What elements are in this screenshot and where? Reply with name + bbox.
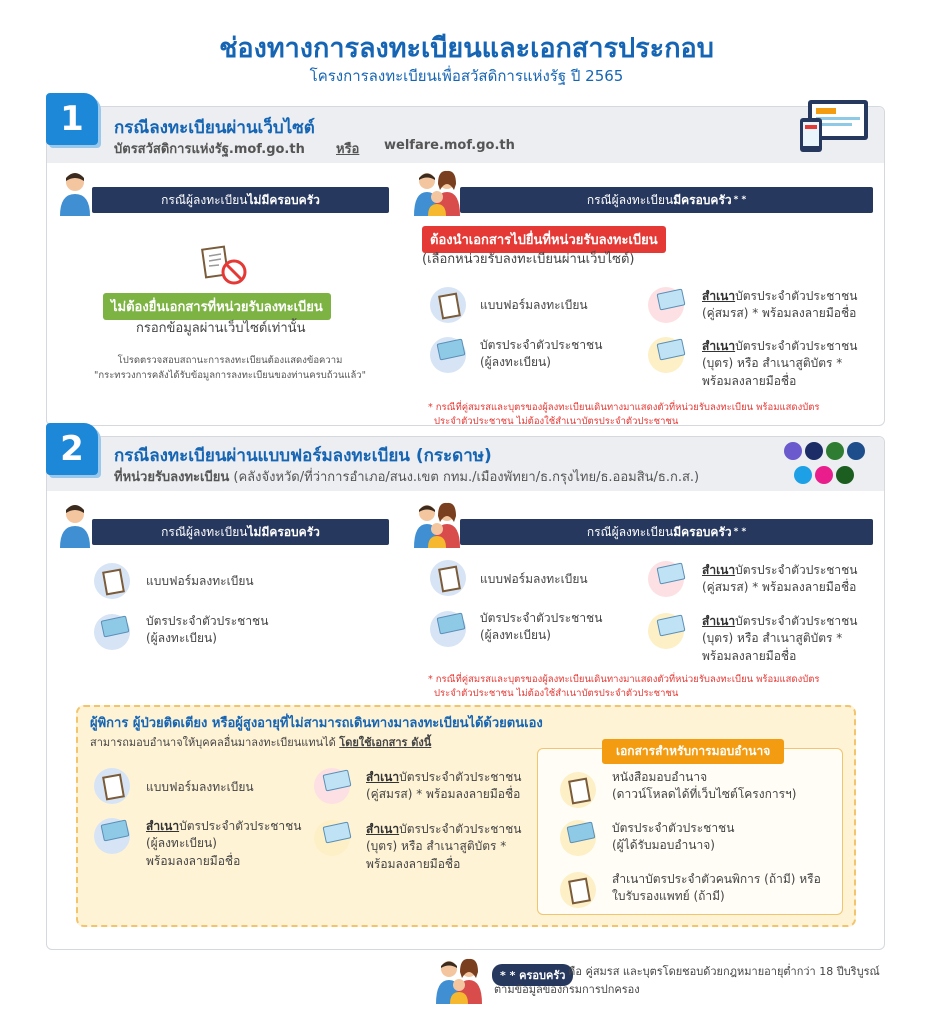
bar-mark: * * (733, 195, 747, 205)
copy-word: สำเนา (366, 822, 400, 836)
id-card-line-2: (ผู้ลงทะเบียน) (480, 628, 551, 643)
spouse-id-line-1: บัตรประจำตัวประชาชน (735, 289, 858, 303)
id-card-label (146, 613, 268, 648)
spouse-id-label (702, 288, 858, 323)
child-id-icon (314, 820, 350, 856)
form-icon (94, 563, 130, 599)
medical-certificate-icon (560, 872, 596, 908)
logo-5 (794, 466, 812, 484)
logo-7 (836, 466, 854, 484)
auth-item-1 (612, 769, 796, 804)
copy-word: สำเนา (366, 770, 400, 784)
family-icon (414, 170, 460, 216)
copy-word: สำเนา (702, 614, 736, 628)
copy-word: สำเนา (146, 819, 180, 833)
spouse-id-line-1: บัตรประจำตัวประชาชน (399, 770, 522, 784)
bar-bold: ไม่มีครอบครัว (247, 192, 320, 207)
proxy-sub-bold: โดยใช้เอกสาร ดังนี้ (339, 736, 432, 749)
website-only-text: กรอกข้อมูลผ่านเว็บไซต์เท่านั้น (136, 321, 306, 336)
page-subtitle: โครงการลงทะเบียนเพื่อสวัสดิการแห่งรัฐ ปี 2565 (309, 67, 624, 85)
bar-prefix: กรณีผู้ลงทะเบียน (586, 192, 674, 207)
family-icon-2 (414, 502, 460, 548)
proxy-id-line-1: บัตรประจำตัวประชาชน (179, 819, 302, 833)
spouse-id-line-2: (คู่สมรส) * พร้อมลงลายมือชื่อ (366, 787, 521, 802)
id-card-icon (94, 614, 130, 650)
section-1-number: 1 (46, 93, 98, 145)
form-label: แบบฟอร์มลงทะเบียน (146, 574, 254, 588)
child-id-line-3: พร้อมลงลายมือชื่อ (702, 373, 797, 388)
red-note-line-1: * กรณีที่คู่สมรสและบุตรของผู้ลงทะเบียนเดินทางมาแสดงตัวที่หน่วยรับลงทะเบียน พร้อมแสดงบัตร (428, 674, 820, 685)
spouse-id-icon (648, 561, 684, 597)
child-id-line-2: (บุตร) หรือ สำเนาสูติบัตร * (702, 631, 843, 646)
copy-word: สำเนา (702, 563, 736, 577)
devices-icon (798, 98, 870, 154)
red-note-line-2: ประจำตัวประชาชน ไม่ต้องใช้สำเนาบัตรประจำตัวประชาชน (434, 416, 679, 428)
auth-item-3-line-1: สำเนาบัตรประจำตัวคนพิการ (ถ้ามี) หรือ (612, 872, 821, 886)
section-2-title: กรณีลงทะเบียนผ่านแบบฟอร์มลงทะเบียน (กระดาษ) (114, 446, 492, 466)
family-icon-footer (436, 958, 482, 1004)
logo-2 (805, 442, 823, 460)
proxy-id-line-3: พร้อมลงลายมือชื่อ (146, 853, 241, 868)
id-card-icon (560, 820, 596, 856)
family-red-note (428, 401, 820, 430)
select-unit-text: (เลือกหน่วยรับลงทะเบียนผ่านเว็บไซต์) (422, 252, 635, 267)
section-1-title: กรณีลงทะเบียนผ่านเว็บไซต์ (114, 118, 315, 138)
child-id-icon (648, 613, 684, 649)
family-red-note-2 (428, 673, 820, 702)
spouse-id-icon (648, 287, 684, 323)
proxy-sub-prefix: สามารถมอบอำนาจให้บุคคลอื่นมาลงทะเบียนแทนได้ (90, 736, 336, 749)
bar-mark: * * (733, 527, 747, 537)
child-id-label (702, 613, 858, 665)
auth-item-3-line-2: ใบรับรองแพทย์ (ถ้ามี) (612, 889, 725, 904)
spouse-id-line-1: บัตรประจำตัวประชาชน (735, 563, 858, 577)
family-definition-line-2: ตามข้อมูลของกรมการปกครอง (494, 983, 640, 996)
page-title: ช่องทางการลงทะเบียนและเอกสารประกอบ (219, 33, 714, 64)
child-id-line-3: พร้อมลงลายมือชื่อ (366, 856, 461, 871)
copy-word: สำเนา (702, 289, 736, 303)
form-label: แบบฟอร์มลงทะเบียน (480, 572, 588, 586)
proxy-id-line-2: (ผู้ลงทะเบียน) (146, 836, 217, 851)
bar-prefix: กรณีผู้ลงทะเบียน (161, 524, 248, 539)
units-label: ที่หน่วยรับลงทะเบียน (114, 470, 230, 485)
units-line (114, 466, 699, 487)
proxy-subtitle (90, 735, 431, 751)
single-household-bar (92, 187, 389, 213)
spouse-id-icon (314, 768, 350, 804)
child-id-line-1: บัตรประจำตัวประชาชน (735, 339, 858, 353)
section-2-number: 2 (46, 423, 98, 475)
child-id-line-2: (บุตร) หรือ สำเนาสูติบัตร * (702, 356, 843, 371)
spouse-id-label (702, 562, 858, 597)
id-card-icon (430, 337, 466, 373)
units-list: (คลังจังหวัด/ที่ว่าการอำเภอ/สนง.เขต กทม./เมืองพัทยา/ธ.กรุงไทย/ธ.ออมสิน/ธ.ก.ส.) (233, 470, 700, 485)
logo-3 (826, 442, 844, 460)
id-card-icon (430, 611, 466, 647)
form-icon (430, 287, 466, 323)
spouse-id-line-2: (คู่สมรส) * พร้อมลงลายมือชื่อ (702, 306, 857, 321)
red-note-line-2: ประจำตัวประชาชน ไม่ต้องใช้สำเนาบัตรประจำตัวประชาชน (434, 688, 679, 700)
proxy-id-label (146, 818, 302, 870)
id-card-label (480, 337, 602, 372)
child-id-line-1: บัตรประจำตัวประชาชน (735, 614, 858, 628)
single-person-icon (58, 170, 92, 216)
bar-prefix: กรณีผู้ลงทะเบียน (586, 524, 674, 539)
child-id-label (702, 338, 858, 390)
bar-bold: มีครอบครัว (673, 524, 732, 539)
id-card-line-2: (ผู้ลงทะเบียน) (146, 631, 217, 646)
website-url-2[interactable]: welfare.mof.go.th (384, 138, 515, 153)
or-label: หรือ (336, 142, 360, 157)
bring-document-pill: ต้องนำเอกสารไปยื่นที่หน่วยรับลงทะเบียน (422, 226, 666, 253)
auth-item-3 (612, 871, 821, 906)
logo-6 (815, 466, 833, 484)
auth-item-1-line-1: หนังสือมอบอำนาจ (612, 770, 708, 784)
auth-item-2-line-2: (ผู้ได้รับมอบอำนาจ) (612, 838, 715, 853)
bank-logos-top (784, 442, 865, 460)
status-note-1: โปรดตรวจสอบสถานะการลงทะเบียนต้องแสดงข้อความ (117, 355, 343, 366)
auth-item-2 (612, 820, 734, 855)
id-card-line-1: บัตรประจำตัวประชาชน (480, 611, 603, 625)
family-household-bar (460, 187, 873, 213)
child-id-icon (648, 337, 684, 373)
authorization-title: เอกสารสำหรับการมอบอำนาจ (602, 739, 784, 764)
child-id-line-2: (บุตร) หรือ สำเนาสูติบัตร * (366, 839, 507, 854)
auth-item-1-line-2: (ดาวน์โหลดได้ที่เว็บไซต์โครงการฯ) (612, 787, 797, 802)
family-household-bar-2 (460, 519, 873, 545)
child-id-label (366, 821, 522, 873)
no-document-pill: ไม่ต้องยื่นเอกสารที่หน่วยรับลงทะเบียน (103, 293, 331, 320)
power-of-attorney-icon (560, 772, 596, 808)
bar-bold: ไม่มีครอบครัว (247, 524, 320, 539)
no-document-icon (200, 244, 250, 286)
red-note-line-1: * กรณีที่คู่สมรสและบุตรของผู้ลงทะเบียนเดินทางมาแสดงตัวที่หน่วยรับลงทะเบียน พร้อมแสดงบัตร (428, 402, 820, 413)
proxy-title: ผู้พิการ ผู้ป่วยติดเตียง หรือผู้สูงอายุที่ไม่สามารถเดินทางมาลงทะเบียนได้ด้วยตนเอง (90, 716, 543, 731)
id-card-line-2: (ผู้ลงทะเบียน) (480, 355, 551, 370)
bar-bold: มีครอบครัว (673, 192, 732, 207)
single-household-bar-2 (92, 519, 389, 545)
copy-word: สำเนา (702, 339, 736, 353)
family-definition-pill: * * ครอบครัว (492, 964, 573, 986)
child-id-line-3: พร้อมลงลายมือชื่อ (702, 648, 797, 663)
status-note-2: "กระทรวงการคลังได้รับข้อมูลการลงทะเบียนของท่านครบถ้วนแล้ว" (93, 370, 367, 381)
child-id-line-1: บัตรประจำตัวประชาชน (399, 822, 522, 836)
bar-prefix: กรณีผู้ลงทะเบียน (161, 192, 248, 207)
logo-1 (784, 442, 802, 460)
form-icon (94, 768, 130, 804)
form-icon (430, 560, 466, 596)
family-definition-line-1: คือ คู่สมรส และบุตรโดยชอบด้วยกฎหมายอายุต่ำกว่า 18 ปีบริบูรณ์ (568, 965, 880, 978)
id-card-icon (94, 818, 130, 854)
spouse-id-line-2: (คู่สมรส) * พร้อมลงลายมือชื่อ (702, 580, 857, 595)
id-card-line-1: บัตรประจำตัวประชาชน (146, 614, 269, 628)
bank-logos-bottom (794, 466, 854, 484)
website-url-1[interactable]: บัตรสวัสดิการแห่งรัฐ.mof.go.th (114, 142, 305, 157)
single-person-icon-2 (58, 502, 92, 548)
logo-4 (847, 442, 865, 460)
spouse-id-label (366, 769, 522, 804)
form-label: แบบฟอร์มลงทะเบียน (480, 298, 588, 312)
form-label: แบบฟอร์มลงทะเบียน (146, 780, 254, 794)
id-card-label (480, 610, 602, 645)
id-card-line-1: บัตรประจำตัวประชาชน (480, 338, 603, 352)
auth-item-2-line-1: บัตรประจำตัวประชาชน (612, 821, 735, 835)
